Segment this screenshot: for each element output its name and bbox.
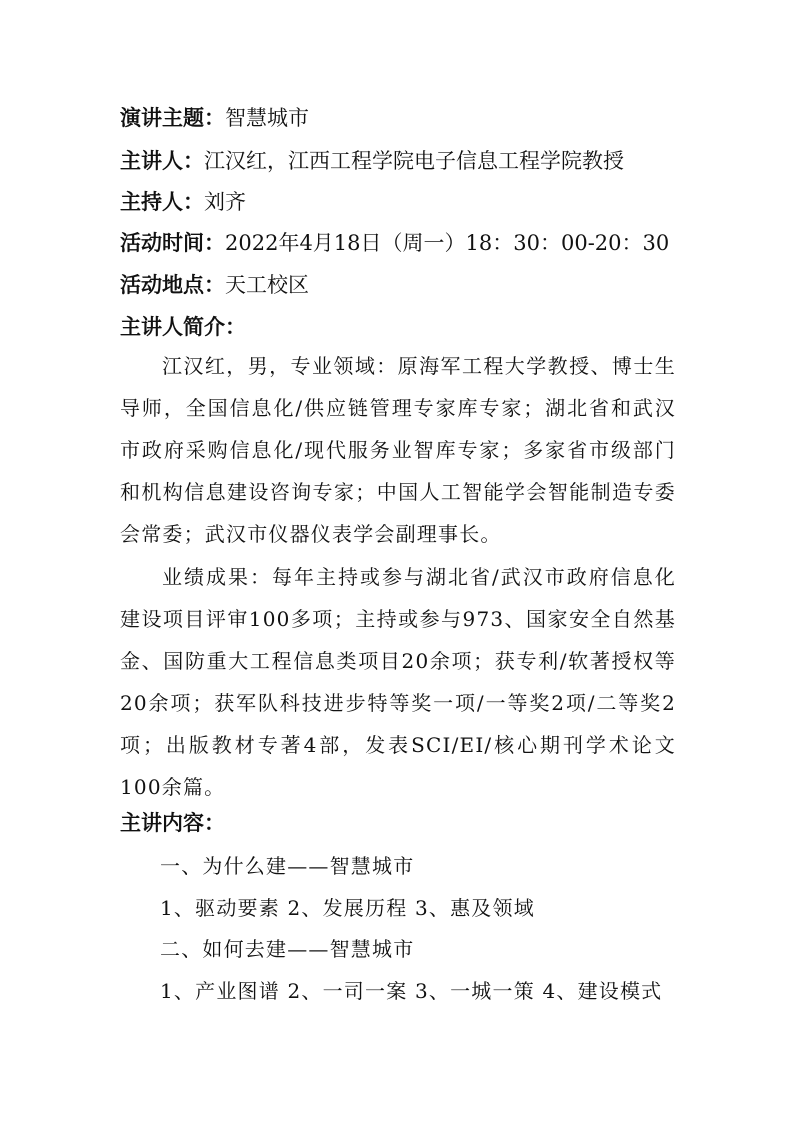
intro-paragraph-background: 江汉红，男，专业领域：原海军工程大学教授、博士生导师，全国信息化/供应链管理专家库专家；湖北省和武汉市政府采购信息化/现代服务业智库专家；多家省市级部门和机构信息建设咨询专家；中国人工智能学会智能制造专委会常委；武汉市仪器仪表学会副理事长。 [120,354,676,546]
place-label: 活动地点： [120,273,225,297]
content-item: 1、产业图谱 2、一司一案 3、一城一策 4、建设模式 [160,979,663,1003]
topic-value: 智慧城市 [225,106,309,130]
place-value: 天工校区 [225,273,309,297]
topic-label: 演讲主题： [120,106,225,130]
intro-paragraph-achievements: 业绩成果：每年主持或参与湖北省/武汉市政府信息化建设项目评审100多项；主持或参与973、国家安全自然基金、国防重大工程信息类项目20余项；获专利/软著授权等20余项；获军队科技进步特等奖一项/一等奖2项/二等奖2项；出版教材专著4部，发表SCI/EI/核心期刊学术论文100余篇。 [120,565,676,799]
content-item: 二、如何去建——智慧城市 [160,937,415,961]
intro-heading: 主讲人简介： [120,315,246,339]
host-value: 刘齐 [204,190,246,214]
speaker-value: 江汉红，江西工程学院电子信息工程学院教授 [204,149,624,173]
content-item: 一、为什么建——智慧城市 [160,854,415,878]
content-item: 1、驱动要素 2、发展历程 3、惠及领域 [160,896,535,920]
content-heading: 主讲内容： [120,811,225,835]
speaker-label: 主讲人： [120,149,204,173]
host-line [120,187,680,217]
speaker-line [120,146,680,176]
place-line [120,270,680,300]
time-value: 2022年4月18日（周一）18：30：00-20：30 [225,231,670,255]
time-label: 活动时间： [120,231,225,255]
topic-line [120,103,680,133]
host-label: 主持人： [120,190,204,214]
time-line [120,228,680,258]
